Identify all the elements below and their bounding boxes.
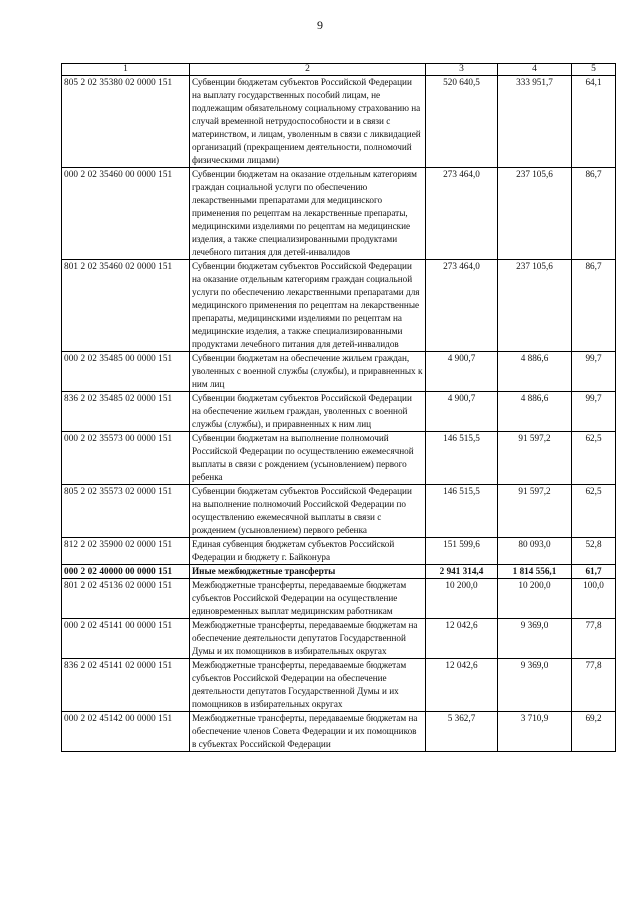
table-row: [62, 485, 616, 538]
cell-fact: 3 710,9: [498, 712, 572, 752]
table-row: [62, 619, 616, 659]
cell-name: Субвенции бюджетам на оказание отдельным категориям граждан социальной услуги по обеспечению лекарственными препаратами для медицинского применения по рецептам на лекарственные препараты, медицинскими изделиями по рецептам на медицинские изделия, а также специализированными продуктами лечебного питания для детей-инвалидов: [190, 168, 426, 260]
cell-name: Субвенции бюджетам на выполнение полномочий Российской Федерации по осуществлению ежемесячной выплаты в связи с рождением (усыновлением) первого ребенка: [190, 432, 426, 485]
cell-fact: 91 597,2: [498, 485, 572, 538]
cell-percent: 62,5: [572, 432, 616, 485]
header-cell-percent: 5: [572, 64, 616, 76]
cell-plan: 146 515,5: [426, 432, 498, 485]
cell-plan: 273 464,0: [426, 260, 498, 352]
cell-percent: 61,7: [572, 565, 616, 579]
cell-plan: 2 941 314,4: [426, 565, 498, 579]
cell-code: 000 2 02 45141 00 0000 151: [62, 619, 190, 659]
cell-code: 000 2 02 45142 00 0000 151: [62, 712, 190, 752]
cell-plan: 5 362,7: [426, 712, 498, 752]
budget-table: [61, 63, 616, 752]
cell-fact: 10 200,0: [498, 579, 572, 619]
cell-plan: 4 900,7: [426, 392, 498, 432]
cell-code: 805 2 02 35573 02 0000 151: [62, 485, 190, 538]
header-cell-name: 2: [190, 64, 426, 76]
table-row: [62, 579, 616, 619]
cell-plan: 273 464,0: [426, 168, 498, 260]
cell-fact: 9 369,0: [498, 619, 572, 659]
cell-code: 000 2 02 40000 00 0000 151: [62, 565, 190, 579]
cell-code: 000 2 02 35460 00 0000 151: [62, 168, 190, 260]
cell-plan: 520 640,5: [426, 76, 498, 168]
cell-code: 801 2 02 45136 02 0000 151: [62, 579, 190, 619]
table-row: [62, 712, 616, 752]
cell-percent: 62,5: [572, 485, 616, 538]
table-row: [62, 538, 616, 565]
cell-name: Единая субвенция бюджетам субъектов Российской Федерации и бюджету г. Байконура: [190, 538, 426, 565]
cell-fact: 4 886,6: [498, 392, 572, 432]
cell-percent: 99,7: [572, 352, 616, 392]
table-row: [62, 168, 616, 260]
cell-plan: 12 042,6: [426, 619, 498, 659]
table-row: [62, 659, 616, 712]
header-cell-plan: 3: [426, 64, 498, 76]
cell-percent: 86,7: [572, 168, 616, 260]
cell-percent: 100,0: [572, 579, 616, 619]
cell-fact: 237 105,6: [498, 168, 572, 260]
table-row: [62, 392, 616, 432]
cell-percent: 77,8: [572, 659, 616, 712]
cell-name: Субвенции бюджетам субъектов Российской Федерации на оказание отдельным категориям граждан социальной услуги по обеспечению лекарственными препаратами для медицинского применения по рецептам на лекарственные препараты, медицинскими изделиями по рецептам на медицинские изделия, а также специализированными продуктами лечебного питания для детей-инвалидов: [190, 260, 426, 352]
cell-name: Межбюджетные трансферты, передаваемые бюджетам субъектов Российской Федерации на осуществление единовременных выплат медицинским работникам: [190, 579, 426, 619]
table-row: [62, 352, 616, 392]
page-number: 9: [317, 18, 323, 32]
table-row: [62, 565, 616, 579]
cell-fact: 9 369,0: [498, 659, 572, 712]
cell-code: 801 2 02 35460 02 0000 151: [62, 260, 190, 352]
cell-name: Иные межбюджетные трансферты: [190, 565, 426, 579]
cell-plan: 10 200,0: [426, 579, 498, 619]
cell-name: Субвенции бюджетам на обеспечение жильем граждан, уволенных с военной службы (службы), и приравненных к ним лиц: [190, 352, 426, 392]
cell-percent: 77,8: [572, 619, 616, 659]
cell-plan: 146 515,5: [426, 485, 498, 538]
table-row: [62, 260, 616, 352]
cell-code: 812 2 02 35900 02 0000 151: [62, 538, 190, 565]
cell-fact: 237 105,6: [498, 260, 572, 352]
cell-percent: 86,7: [572, 260, 616, 352]
cell-code: 000 2 02 35485 00 0000 151: [62, 352, 190, 392]
cell-code: 836 2 02 45141 02 0000 151: [62, 659, 190, 712]
table-row: [62, 432, 616, 485]
cell-code: 000 2 02 35573 00 0000 151: [62, 432, 190, 485]
cell-name: Субвенции бюджетам субъектов Российской Федерации на обеспечение жильем граждан, уволенных с военной службы (службы), и приравненных к ним лиц: [190, 392, 426, 432]
cell-percent: 99,7: [572, 392, 616, 432]
cell-percent: 52,8: [572, 538, 616, 565]
cell-plan: 151 599,6: [426, 538, 498, 565]
cell-fact: 333 951,7: [498, 76, 572, 168]
cell-plan: 4 900,7: [426, 352, 498, 392]
cell-fact: 91 597,2: [498, 432, 572, 485]
cell-percent: 64,1: [572, 76, 616, 168]
header-cell-fact: 4: [498, 64, 572, 76]
cell-name: Субвенции бюджетам субъектов Российской Федерации на выплату государственных пособий лицам, не подлежащим обязательному социальному страхованию на случай временной нетрудоспособности и в связи с материнством, и лицам, уволенным в связи с ликвидацией организаций (прекращением деятельности, полномочий физическими лицами): [190, 76, 426, 168]
table-header-row: [62, 64, 616, 76]
cell-fact: 1 814 556,1: [498, 565, 572, 579]
cell-name: Межбюджетные трансферты, передаваемые бюджетам на обеспечение членов Совета Федерации и их помощников в субъектах Российской Федерации: [190, 712, 426, 752]
cell-name: Субвенции бюджетам субъектов Российской Федерации на выполнение полномочий Российской Федерации по осуществлению ежемесячной выплаты в связи с рождением (усыновлением) первого ребенка: [190, 485, 426, 538]
cell-fact: 80 093,0: [498, 538, 572, 565]
cell-code: 836 2 02 35485 02 0000 151: [62, 392, 190, 432]
cell-name: Межбюджетные трансферты, передаваемые бюджетам субъектов Российской Федерации на обеспечение деятельности депутатов Государственной Думы и их помощников в избирательных округах: [190, 659, 426, 712]
table-row: [62, 76, 616, 168]
header-cell-code: 1: [62, 64, 190, 76]
cell-name: Межбюджетные трансферты, передаваемые бюджетам на обеспечение деятельности депутатов Государственной Думы и их помощников в избирательных округах: [190, 619, 426, 659]
cell-code: 805 2 02 35380 02 0000 151: [62, 76, 190, 168]
cell-percent: 69,2: [572, 712, 616, 752]
cell-plan: 12 042,6: [426, 659, 498, 712]
cell-fact: 4 886,6: [498, 352, 572, 392]
